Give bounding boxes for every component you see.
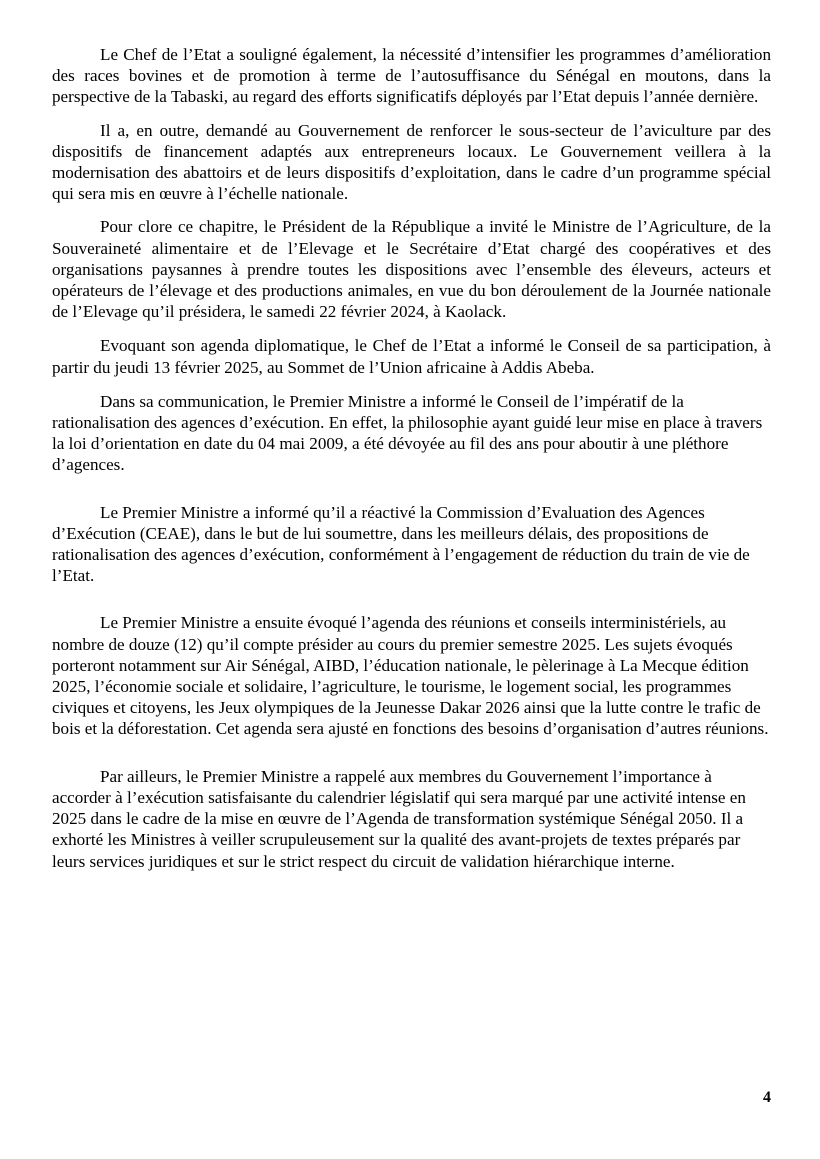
paragraph-elevage-races-bovines: Le Chef de l’Etat a souligné également, la nécessité d’intensifier les programmes d’amélioration des races bovines et de promotion à terme de l’autosuffisance du Sénégal en moutons, dans la perspective de la Tabaski, au regard des efforts significatifs déployés par l’Etat depuis l’année dernière.	[52, 45, 771, 107]
paragraph-agenda-diplomatique: Evoquant son agenda diplomatique, le Chef de l’Etat a informé le Conseil de sa participation, à partir du jeudi 13 février 2025, au Sommet de l’Union africaine à Addis Abeba.	[52, 336, 771, 377]
paragraph-commission-ceae: Le Premier Ministre a informé qu’il a réactivé la Commission d’Evaluation des Agences d’Exécution (CEAE), dans le but de lui soumettre, dans les meilleurs délais, des propositions de rationalisation des agences d’exécution, conformément à l’engagement de réduction du train de vie de l’Etat.	[52, 502, 750, 586]
paragraph-aviculture-abattoirs: Il a, en outre, demandé au Gouvernement de renforcer le sous-secteur de l’aviculture par des dispositifs de financement adaptés aux entrepreneurs locaux. Le Gouvernement veillera à la modernisation des abattoirs et de leurs dispositifs d’exploitation, dans le cadre d’un programme spécial qui sera mis en œuvre à l’échelle nationale.	[52, 120, 771, 204]
paragraph-calendrier-legislatif: Par ailleurs, le Premier Ministre a rappelé aux membres du Gouvernement l’importance à accorder à l’exécution satisfaisante du calendrier législatif qui sera marqué par une activité intense en 2025 dans le cadre de la mise en œuvre de l’Agenda de transformation systémique Sénégal 2050. Il a exhorté les Ministres à veiller scrupuleusement sur la qualité des avant-projets de textes préparés par leurs services juridiques et sur le strict respect du circuit de validation hiérarchique interne.	[52, 766, 746, 871]
paragraph-rationalisation-agences: Dans sa communication, le Premier Ministre a informé le Conseil de l’impératif de la rationalisation des agences d’exécution. En effet, la philosophie ayant guidé leur mise en place à travers la loi d’orientation en date du 04 mai 2009, a été dévoyée au fil des ans pour aboutir à une pléthore d’agences.	[52, 391, 763, 475]
page-number: 4	[763, 1089, 771, 1106]
paragraph-agenda-reunions-conseils: Le Premier Ministre a ensuite évoqué l’agenda des réunions et conseils interministériels, au nombre de douze (12) qu’il compte présider au cours du premier semestre 2025. Les sujets évoqués porteront notamment sur Air Sénégal, AIBD, l’éducation nationale, le pèlerinage à La Mecque édition 2025, l’économie sociale et solidaire, l’agriculture, le tourisme, le logement social, les programmes civiques et citoyens, les Jeux olympiques de la Jeunesse Dakar 2026 ainsi que la lutte contre le trafic de bois et la déforestation. Cet agenda sera ajusté en fonctions des besoins d’organisation d’autres réunions.	[52, 613, 769, 739]
document-body	[52, 44, 771, 872]
paragraph-journee-nationale-elevage: Pour clore ce chapitre, le Président de la République a invité le Ministre de l’Agriculture, de la Souveraineté alimentaire et de l’Elevage et le Secrétaire d’Etat chargé des coopératives et des organisations paysannes à prendre toutes les dispositions avec l’ensemble des éleveurs, acteurs et opérateurs de l’élevage et des productions animales, en vue du bon déroulement de la Journée nationale de l’Elevage qu’il présidera, le samedi 22 février 2024, à Kaolack.	[52, 217, 771, 322]
